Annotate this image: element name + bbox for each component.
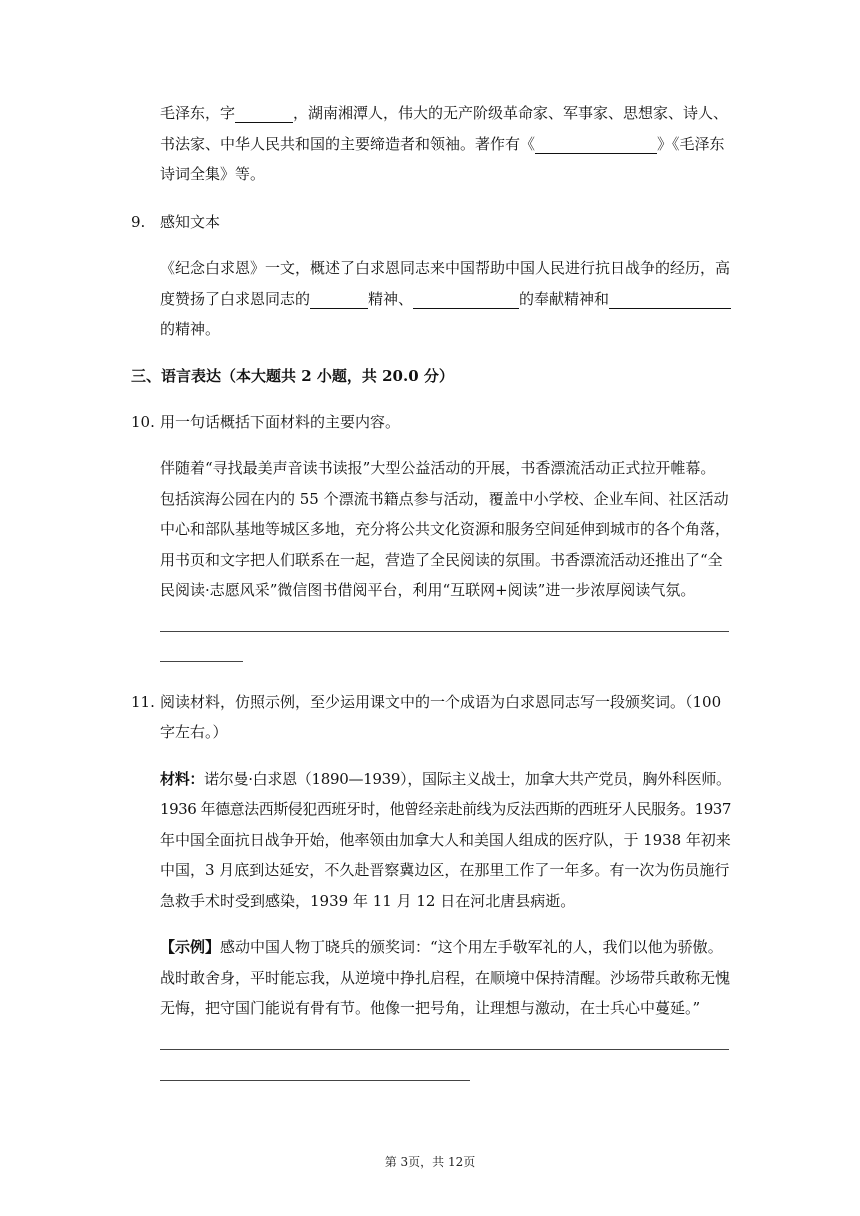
q9-line-1: 《纪念白求恩》一文，概述了白求恩同志来中国帮助中国人民进行抗日战争的经历，高 [160,259,731,277]
example-line: 无悔，把守国门能说有骨有节。他像一把号角，让理想与激动，在士兵心中蔓延。” [160,999,701,1017]
example-line [160,937,723,957]
material-line: 中国，3 月底到达延安，不久赴晋察冀边区，在那里工作了一年多。有一次为伤员施行 [160,861,730,879]
example-text: 感动中国人物丁晓兵的颁奖词：“这个用左手敬军礼的人，我们以他为骄傲。 [220,938,723,956]
q9-text: 精神、 [368,290,414,308]
material-line: 急救手术时受到感染，1939 年 11 月 12 日在河北唐县病逝。 [160,892,576,910]
material-text: 诺尔曼·白求恩（1890—1939），国际主义战士，加拿大共产党员，胸外科医师。 [204,770,731,788]
answer-blank[interactable] [535,137,657,154]
answer-line[interactable] [160,1049,729,1050]
page-number: 第 3页，共 12页 [384,1155,476,1169]
material-label: 材料： [160,770,205,788]
material-line [160,769,731,789]
material-line: 伴随着“寻找最美声音读书读报”大型公益活动的开展，书香漂流活动正式拉开帷幕。 [160,459,716,477]
q8-text: 》《毛泽东 [657,135,725,153]
answer-line[interactable] [160,661,243,662]
answer-blank[interactable] [310,292,368,309]
material-line: 包括滨海公园在内的 55 个漂流书籍点参与活动，覆盖中小学校、企业车间、社区活动 [160,490,729,508]
question-number: 11. [131,693,155,711]
material-line: 用书页和文字把人们联系在一起，营造了全民阅读的氛围。书香漂流活动还推出了“全 [160,551,723,569]
question-title: 字左右。） [160,723,228,741]
q9-line-2 [160,289,731,309]
material-line: 中心和部队基地等城区多地，充分将公共文化资源和服务空间延伸到城市的各个角落， [160,520,731,538]
section-heading: 三、语言表达（本大题共 2 小题，共 20.0 分） [131,367,454,385]
q9-line-3: 的精神。 [160,320,221,338]
question-number: 9. [131,213,146,231]
q9-text: 度赞扬了白求恩同志的 [160,290,311,308]
q8-line-3: 诗词全集》等。 [160,165,266,183]
answer-blank[interactable] [413,292,519,309]
material-line: 1936 年德意法西斯侵犯西班牙时，他曾经亲赴前线为反法西斯的西班牙人民服务。1937 [160,800,731,818]
answer-line[interactable] [160,631,729,632]
q8-line-2 [160,134,725,154]
answer-blank[interactable] [609,292,731,309]
question-number: 10. [131,413,155,431]
answer-line[interactable] [160,1080,470,1081]
material-line: 年中国全面抗日战争开始，他率领由加拿大人和美国人组成的医疗队，于 1938 年初来 [160,831,731,849]
question-title: 阅读材料，仿照示例，至少运用课文中的一个成语为白求恩同志写一段颁奖词。（100 [160,693,722,711]
question-title: 感知文本 [160,213,221,231]
answer-blank[interactable] [235,106,293,123]
q8-text: ，湖南湘潭人，伟大的无产阶级革命家、军事家、思想家、诗人、 [293,104,729,122]
q9-text: 的奉献精神和 [519,290,610,308]
example-label: 【示例】 [160,938,221,956]
q8-text: 书法家、中华人民共和国的主要缔造者和领袖。著作有《 [160,135,536,153]
q8-text: 毛泽东，字 [160,104,236,122]
example-line: 战时敢舍身，平时能忘我，从逆境中挣扎启程，在顺境中保持清醒。沙场带兵敢称无愧 [160,969,731,987]
material-line: 民阅读·志愿风采”微信图书借阅平台，利用“互联网+阅读”进一步浓厚阅读气氛。 [160,581,696,599]
q8-line-1 [160,103,728,123]
question-title: 用一句话概括下面材料的主要内容。 [160,413,401,431]
